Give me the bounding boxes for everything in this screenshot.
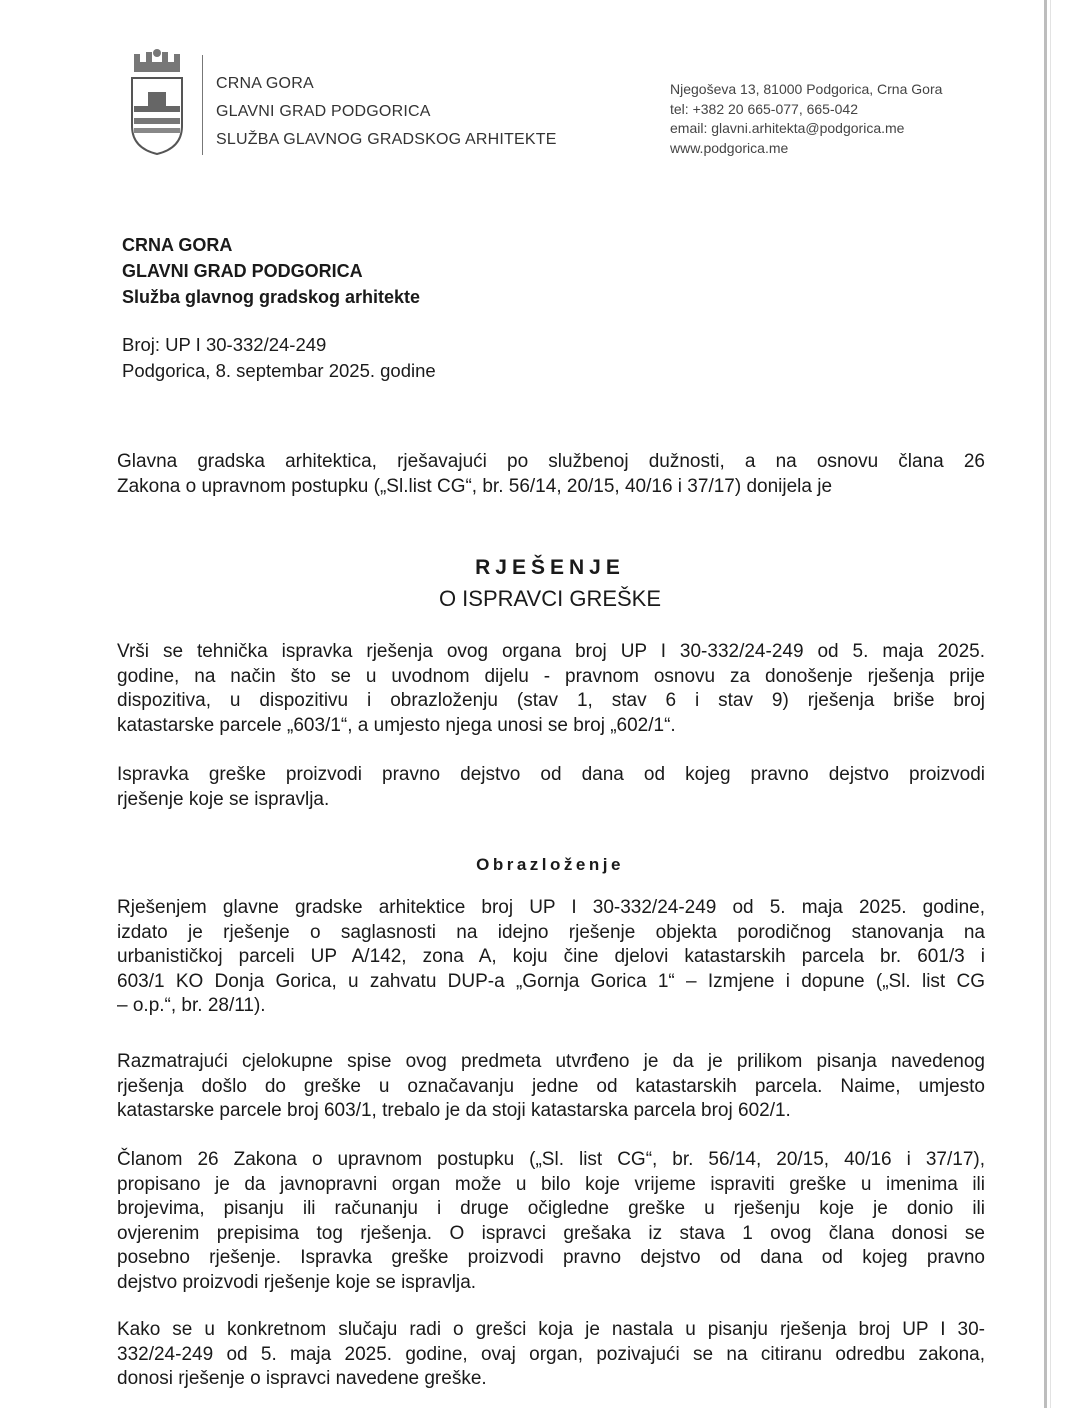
text-line: Ispravka greške proizvodi pravno dejstvo od dana od kojeg pravno dejstvo proizvodi [117, 764, 985, 785]
dispositive-paragraph [117, 640, 985, 738]
text-line: dispozitiva, u dispozitivu i obrazloženju (stav 1, stav 6 i stav 9) rješenja briše broj [117, 690, 985, 711]
issuer-block [122, 232, 420, 310]
text-line: Zakona o upravnom postupku („Sl.list CG“, br. 56/14, 20/15, 40/16 i 37/17) donijela je [117, 475, 833, 497]
reasoning-heading: Obrazloženje [476, 855, 624, 874]
text-line: Članom 26 Zakona o upravnom postupku („Sl. list CG“, br. 56/14, 20/15, 40/16 i 37/17), [117, 1149, 985, 1170]
text-line: Kako se u konkretnom slučaju radi o grešci koja je nastala u pisanju rješenja broj UP I 30- [117, 1319, 985, 1340]
document-title: RJEŠENJE [475, 556, 625, 579]
text-line: rješenja došlo do greške u označavanju jedne od katastarskih parcela. Naime, umjesto [117, 1075, 985, 1097]
text-line: dejstvo proizvodi rješenje koje se ispravlja. [117, 1271, 477, 1293]
text-line: 332/24-249 od 5. maja 2025. godine, ovaj organ, pozivajući se na citiranu odredbu zakona, [117, 1343, 985, 1365]
text-line: urbanističkoj parceli UP A/142, zona A, koju čine djelovi katastarskih parcela br. 601/3 i [117, 946, 985, 967]
letterhead-line: GLAVNI GRAD PODGORICA [216, 103, 431, 120]
text-line: godine, na način što se u uvodnom dijelu - pravnom osnovu za donošenje rješenja prije [117, 665, 985, 687]
website: www.podgorica.me [670, 139, 789, 156]
text-line: Razmatrajući cjelokupne spise ovog predmeta utvrđeno je da je prilikom pisanja navedenog [117, 1051, 985, 1072]
issuer-line: GLAVNI GRAD PODGORICA [122, 261, 363, 281]
reasoning-paragraph [117, 1318, 985, 1392]
text-line: Rješenjem glavne gradske arhitektice broj UP I 30-332/24-249 od 5. maja 2025. godine, [117, 897, 985, 918]
issuer-line: Služba glavnog gradskog arhitekte [122, 287, 421, 307]
text-line: 603/1 KO Donja Gorica, u zahvatu DUP-a „Gornja Gorica 1“ – Izmjene i dopune („Sl. list CG [117, 970, 985, 992]
coat-of-arms-icon [126, 48, 188, 156]
letterhead-line: CRNA GORA [216, 75, 314, 92]
reference-date: Podgorica, 8. septembar 2025. godine [122, 360, 436, 381]
intro-paragraph [117, 450, 985, 499]
reference-number: Broj: UP I 30-332/24-249 [122, 334, 327, 355]
text-line: katastarske parcele „603/1“, a umjesto njega unosi se broj „602/1“. [117, 714, 676, 736]
reasoning-paragraph [117, 1148, 985, 1295]
address: Njegoševa 13, 81000 Podgorica, Crna Gora [670, 81, 943, 97]
dispositive-paragraph [117, 763, 985, 812]
document-subtitle: O ISPRAVCI GREŠKE [438, 586, 662, 611]
header-divider [202, 55, 203, 155]
scan-edge-shadow [1050, 0, 1051, 1408]
text-line: izdato je rješenje o saglasnosti na idejno rješenje objekta porodičnog stanovanja na [117, 921, 985, 943]
text-line: rješenje koje se ispravlja. [117, 788, 330, 810]
phone: tel: +382 20 665-077, 665-042 [670, 100, 858, 117]
contact-block [670, 80, 942, 158]
scan-edge [1044, 0, 1047, 1408]
email: email: glavni.arhitekta@podgorica.me [670, 120, 905, 136]
letterhead-title [216, 70, 557, 154]
text-line: posebno rješenje. Ispravka greške proizvodi pravno dejstvo od dana od kojeg pravno [117, 1247, 985, 1268]
text-line: brojevima, pisanju ili računanju i druge očigledne greške u rješenju koje je donio ili [117, 1198, 985, 1219]
text-line: Glavna gradska arhitektica, rješavajući po službenoj dužnosti, a na osnovu člana 26 [117, 451, 985, 472]
letterhead-line: SLUŽBA GLAVNOG GRADSKOG ARHITEKTE [216, 131, 557, 148]
reasoning-paragraph [117, 1050, 985, 1124]
text-line: katastarske parcele broj 603/1, trebalo je da stoji katastarska parcela broj 602/1. [117, 1100, 791, 1121]
text-line: propisano je da javnopravni organ može u bilo koje vrijeme ispraviti greške u imenima ili [117, 1173, 985, 1195]
text-line: ovjerenim prepisima tog rješenja. O ispravci grešaka iz stava 1 ovog člana donosi se [117, 1222, 985, 1244]
text-line: – o.p.“, br. 28/11). [117, 995, 266, 1016]
reasoning-paragraph [117, 896, 985, 1019]
text-line: Vrši se tehnička ispravka rješenja ovog organa broj UP I 30-332/24-249 od 5. maja 2025. [117, 641, 985, 662]
text-line: donosi rješenje o ispravci navedene greške. [117, 1368, 487, 1389]
issuer-line: CRNA GORA [122, 235, 233, 255]
reference-block [122, 332, 436, 384]
